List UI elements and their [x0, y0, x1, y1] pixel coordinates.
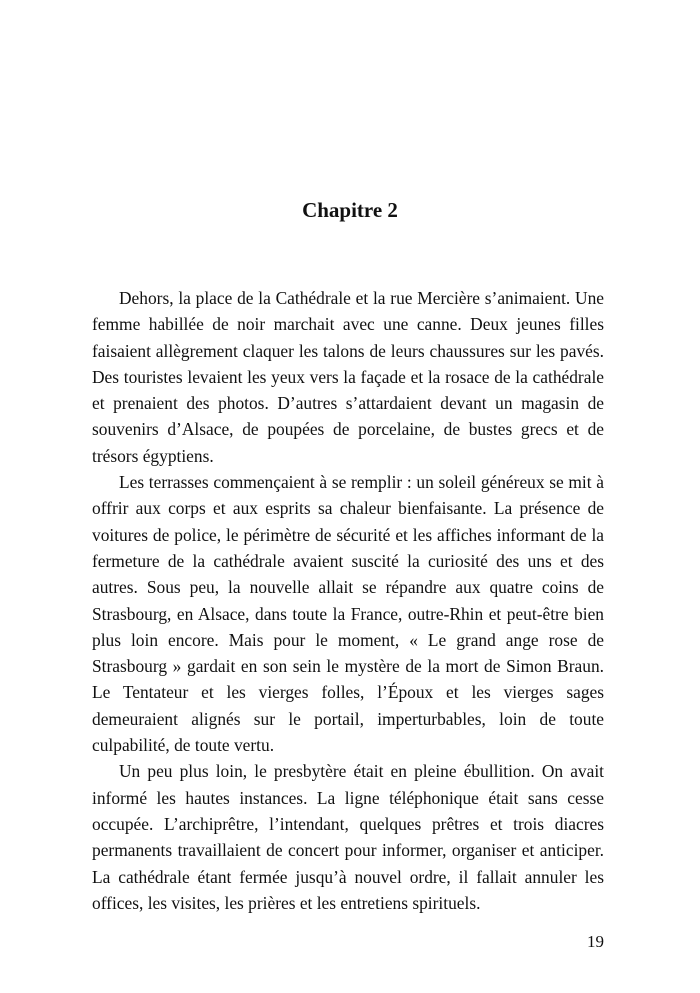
chapter-title: Chapitre 2 — [302, 198, 398, 222]
paragraph-2: Les terrasses commençaient à se remplir : un soleil généreux se mit à offrir aux corps et aux esprits sa chaleur bienfaisante. La présence de voitures de police, le périmètre de sécurité et les affiches informant de la fermeture de la cathédrale avaient suscité la curiosité des uns et des autres. Sous peu, la nouvelle allait se répandre aux quatre coins de Strasbourg, en Alsace, dans toute la France, outre-Rhin et peut-être bien plus loin encore. Mais pour le moment, « Le grand ange rose de Strasbourg » gardait en son sein le mystère de la mort de Simon Braun. Le Tentateur et les vierges folles, l’Époux et les vierges sages demeuraient alignés sur le portail, imperturbables, loin de toute culpabilité, de toute vertu. — [92, 472, 604, 756]
page-number: 19 — [587, 932, 604, 951]
body-text — [92, 285, 604, 916]
paragraph-3: Un peu plus loin, le presbytère était en pleine ébullition. On avait informé les hautes instances. La ligne téléphonique était sans cesse occupée. L’archiprêtre, l’intendant, quelques prêtres et trois diacres permanents travaillaient de concert pour informer, organiser et anticiper. La cathédrale étant fermée jusqu’à nouvel ordre, il fallait annuler les offices, les visites, les prières et les entretiens spirituels. — [92, 761, 604, 913]
paragraph-1: Dehors, la place de la Cathédrale et la rue Mercière s’animaient. Une femme habillée de noir marchait avec une canne. Deux jeunes filles faisaient allègrement claquer les talons de leurs chaussures sur les pavés. Des touristes levaient les yeux vers la façade et la rosace de la cathédrale et prenaient des photos. D’autres s’attardaient devant un magasin de souvenirs d’Alsace, de poupées de porcelaine, de bustes grecs et de trésors égyptiens. — [92, 288, 604, 466]
